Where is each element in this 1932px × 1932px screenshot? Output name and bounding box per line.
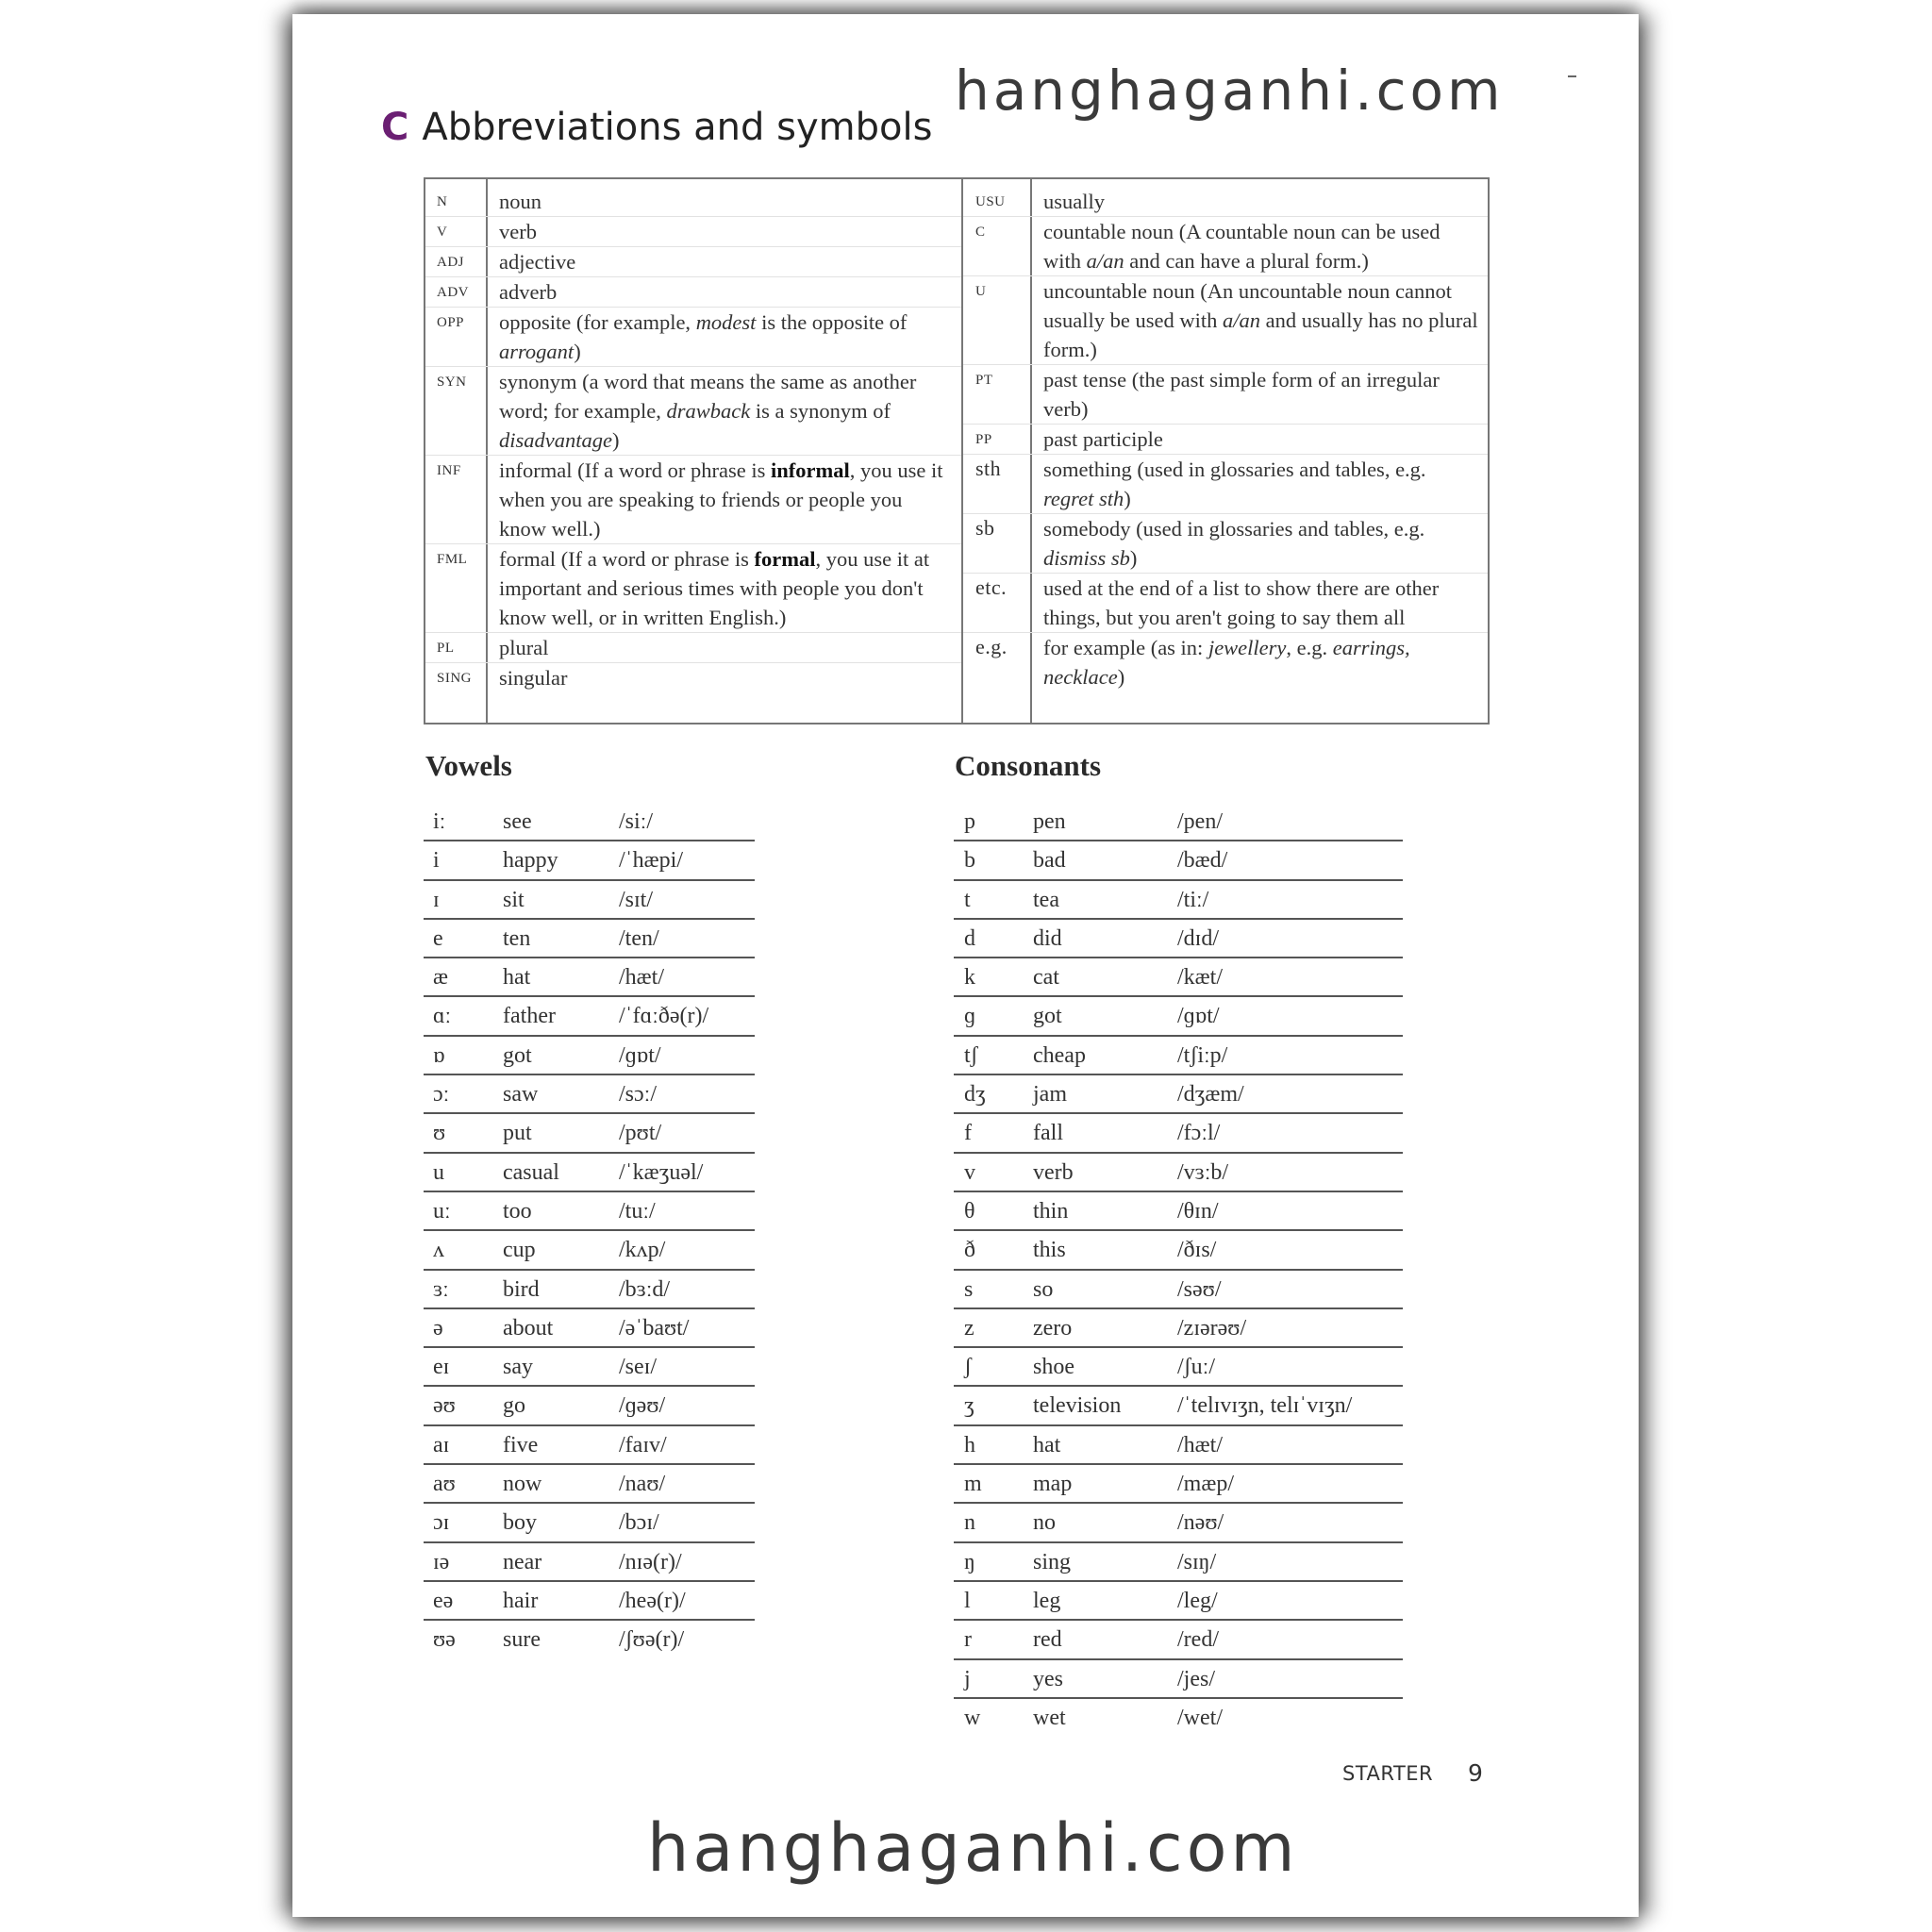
abbreviation-key: sth bbox=[975, 457, 1002, 480]
ipa-word: casual bbox=[503, 1159, 559, 1185]
ipa-ipa: /əˈbaʊt/ bbox=[619, 1315, 690, 1341]
ipa-word: tea bbox=[1033, 887, 1059, 912]
ipa-word: near bbox=[503, 1549, 542, 1574]
ipa-symbol: ɑː bbox=[433, 1004, 452, 1029]
ipa-word: see bbox=[503, 809, 532, 834]
ipa-row bbox=[424, 1621, 755, 1659]
ipa-row bbox=[954, 1154, 1403, 1192]
abbreviation-row bbox=[425, 277, 961, 308]
ipa-row bbox=[424, 881, 755, 920]
ipa-ipa: /θɪn/ bbox=[1177, 1198, 1219, 1224]
ipa-symbol: b bbox=[964, 848, 975, 874]
ipa-ipa: /nɪə(r)/ bbox=[619, 1549, 682, 1574]
ipa-word: put bbox=[503, 1121, 532, 1146]
ipa-word: bird bbox=[503, 1276, 540, 1302]
ipa-ipa: /ten/ bbox=[619, 925, 659, 951]
abbreviation-key: FML bbox=[437, 552, 468, 567]
ipa-word: map bbox=[1033, 1472, 1073, 1497]
ipa-word: verb bbox=[1033, 1159, 1074, 1185]
ipa-word: father bbox=[503, 1004, 556, 1029]
ipa-symbol: ɪ bbox=[433, 887, 440, 912]
ipa-row bbox=[954, 958, 1403, 997]
abbreviations-right-rows bbox=[963, 187, 1488, 691]
abbreviation-row bbox=[963, 425, 1488, 455]
abbreviation-definition: countable noun (A countable noun can be used with a/an and can have a plural form.) bbox=[1043, 220, 1441, 273]
ipa-symbol: uː bbox=[433, 1198, 451, 1224]
ipa-word: bad bbox=[1033, 848, 1066, 874]
ipa-ipa: /bæd/ bbox=[1177, 848, 1228, 874]
abbreviation-key: U bbox=[975, 284, 987, 299]
abbreviation-row bbox=[425, 663, 961, 692]
abbreviation-key: SING bbox=[437, 671, 473, 686]
ipa-row bbox=[954, 1114, 1403, 1153]
ipa-word: ten bbox=[503, 925, 531, 951]
ipa-row bbox=[954, 1192, 1403, 1231]
ipa-symbol: ɜː bbox=[433, 1276, 449, 1302]
ipa-row bbox=[954, 1387, 1403, 1425]
ipa-row bbox=[954, 1426, 1403, 1465]
ipa-symbol: r bbox=[964, 1627, 972, 1653]
ipa-ipa: /jes/ bbox=[1177, 1666, 1215, 1691]
ipa-word: hair bbox=[503, 1588, 539, 1613]
section-letter: C bbox=[381, 106, 409, 149]
abbreviation-key: USU bbox=[975, 194, 1006, 209]
ipa-row bbox=[424, 1309, 755, 1348]
ipa-word: jam bbox=[1033, 1082, 1067, 1108]
ipa-ipa: /ɡɒt/ bbox=[1177, 1004, 1220, 1029]
ipa-row bbox=[424, 920, 755, 958]
ipa-ipa: /fɔːl/ bbox=[1177, 1121, 1221, 1146]
ipa-row bbox=[954, 1660, 1403, 1699]
abbreviation-row bbox=[963, 276, 1488, 365]
abbreviation-definition: past participle bbox=[1043, 427, 1163, 451]
abbreviation-row bbox=[963, 217, 1488, 276]
abbreviation-row bbox=[425, 308, 961, 367]
ipa-symbol: d bbox=[964, 925, 975, 951]
ipa-word: pen bbox=[1033, 809, 1066, 834]
ipa-row bbox=[954, 1075, 1403, 1114]
ipa-ipa: /ˈfɑːðə(r)/ bbox=[619, 1004, 709, 1029]
ipa-row bbox=[424, 1114, 755, 1153]
footer-unit-label: STARTER bbox=[1342, 1762, 1434, 1785]
ipa-ipa: /ʃʊə(r)/ bbox=[619, 1627, 685, 1653]
vowels-heading: Vowels bbox=[425, 749, 512, 782]
ipa-word: got bbox=[503, 1042, 532, 1068]
ipa-symbol: ɒ bbox=[433, 1042, 445, 1068]
abbreviation-key: OPP bbox=[437, 315, 465, 330]
abbreviations-left-column bbox=[425, 179, 963, 723]
abbreviation-row bbox=[963, 574, 1488, 633]
ipa-ipa: /bɔɪ/ bbox=[619, 1510, 659, 1536]
ipa-ipa: /naʊ/ bbox=[619, 1472, 666, 1497]
abbreviation-definition: synonym (a word that means the same as another word; for example, drawback is a synonym of disadvantage) bbox=[499, 370, 917, 452]
abbreviation-key: ADV bbox=[437, 285, 469, 300]
ipa-ipa: /mæp/ bbox=[1177, 1472, 1235, 1497]
ipa-ipa: /ˈkæʒuəl/ bbox=[619, 1159, 704, 1185]
ipa-row bbox=[954, 1348, 1403, 1387]
ipa-word: hat bbox=[503, 965, 531, 991]
abbreviation-key: V bbox=[437, 225, 448, 240]
ipa-symbol: p bbox=[964, 809, 975, 834]
ipa-symbol: f bbox=[964, 1121, 972, 1146]
ipa-word: say bbox=[503, 1355, 533, 1380]
ipa-word: now bbox=[503, 1472, 542, 1497]
ipa-ipa: /ɡɒt/ bbox=[619, 1042, 661, 1068]
ipa-word: hat bbox=[1033, 1432, 1061, 1457]
ipa-ipa: /tuː/ bbox=[619, 1198, 656, 1224]
ipa-symbol: ʊə bbox=[433, 1627, 456, 1653]
abbreviation-row bbox=[963, 633, 1488, 691]
ipa-symbol: ʒ bbox=[964, 1393, 974, 1419]
ipa-ipa: /ˈtelɪvɪʒn, telɪˈvɪʒn/ bbox=[1177, 1393, 1353, 1419]
ipa-symbol: ð bbox=[964, 1238, 975, 1263]
abbreviation-key: etc. bbox=[975, 575, 1008, 599]
ipa-ipa: /leg/ bbox=[1177, 1588, 1218, 1613]
ipa-ipa: /faɪv/ bbox=[619, 1432, 667, 1457]
ipa-word: thin bbox=[1033, 1198, 1069, 1224]
ipa-row bbox=[424, 1504, 755, 1542]
section-title bbox=[381, 106, 932, 149]
ipa-symbol: aɪ bbox=[433, 1432, 450, 1457]
abbreviation-row bbox=[963, 455, 1488, 514]
ipa-row bbox=[954, 1582, 1403, 1621]
ipa-ipa: /ðɪs/ bbox=[1177, 1238, 1217, 1263]
abbreviation-row bbox=[425, 456, 961, 544]
ipa-word: did bbox=[1033, 925, 1062, 951]
ipa-row bbox=[424, 1037, 755, 1075]
ipa-row bbox=[954, 1543, 1403, 1582]
ipa-ipa: /tʃiːp/ bbox=[1177, 1042, 1228, 1068]
ipa-row bbox=[424, 958, 755, 997]
ipa-symbol: u bbox=[433, 1159, 444, 1185]
abbreviation-row bbox=[425, 217, 961, 247]
ipa-ipa: /sɪŋ/ bbox=[1177, 1549, 1217, 1574]
ipa-row bbox=[424, 1192, 755, 1231]
vowels-list bbox=[424, 803, 755, 1660]
ipa-row bbox=[424, 997, 755, 1036]
ipa-word: go bbox=[503, 1393, 525, 1419]
abbreviation-definition: usually bbox=[1043, 190, 1105, 213]
ipa-row bbox=[424, 1154, 755, 1192]
abbreviation-key: ADJ bbox=[437, 255, 465, 270]
consonants-list bbox=[954, 803, 1403, 1738]
ipa-symbol: z bbox=[964, 1315, 974, 1341]
ipa-word: cup bbox=[503, 1238, 536, 1263]
ipa-symbol: k bbox=[964, 965, 975, 991]
ipa-word: wet bbox=[1033, 1705, 1066, 1730]
abbreviation-key: N bbox=[437, 194, 448, 209]
ipa-symbol: e bbox=[433, 925, 443, 951]
ipa-row bbox=[424, 1582, 755, 1621]
abbreviation-key: INF bbox=[437, 463, 461, 478]
abbreviation-key: sb bbox=[975, 516, 995, 540]
ipa-ipa: /wet/ bbox=[1177, 1705, 1223, 1730]
abbreviation-definition: singular bbox=[499, 666, 568, 690]
watermark-top: hanghaganhi.com bbox=[955, 58, 1505, 123]
ipa-word: boy bbox=[503, 1510, 537, 1536]
abbreviation-row bbox=[963, 514, 1488, 574]
ipa-symbol: aʊ bbox=[433, 1472, 456, 1497]
ipa-symbol: i bbox=[433, 848, 440, 874]
ipa-ipa: /dʒæm/ bbox=[1177, 1082, 1244, 1108]
abbreviation-definition: used at the end of a list to show there are other things, but you aren't going to say them all bbox=[1043, 576, 1440, 629]
abbreviation-definition: for example (as in: jewellery, e.g. earrings, necklace) bbox=[1043, 636, 1410, 689]
consonants-heading: Consonants bbox=[955, 749, 1102, 782]
ipa-symbol: ə bbox=[433, 1315, 443, 1341]
ipa-ipa: /ɡəʊ/ bbox=[619, 1393, 666, 1419]
abbreviation-definition: opposite (for example, modest is the opposite of arrogant) bbox=[499, 310, 908, 363]
ipa-row bbox=[954, 1699, 1403, 1738]
ipa-row bbox=[954, 1309, 1403, 1348]
ipa-word: got bbox=[1033, 1004, 1062, 1029]
page-number: 9 bbox=[1468, 1759, 1483, 1787]
ipa-row bbox=[424, 841, 755, 880]
abbreviation-row bbox=[963, 187, 1488, 217]
ipa-word: television bbox=[1033, 1393, 1122, 1419]
abbreviation-key: e.g. bbox=[975, 635, 1008, 658]
ipa-symbol: s bbox=[964, 1276, 974, 1302]
abbreviation-key: PL bbox=[437, 641, 455, 656]
ipa-ipa: /bɜːd/ bbox=[619, 1276, 671, 1302]
ipa-word: leg bbox=[1033, 1588, 1061, 1613]
ipa-symbol: t bbox=[964, 887, 971, 912]
ipa-word: zero bbox=[1033, 1315, 1073, 1341]
ipa-word: sing bbox=[1033, 1549, 1072, 1574]
ipa-row bbox=[954, 1231, 1403, 1270]
abbreviation-definition: noun bbox=[499, 190, 541, 213]
ipa-ipa: /hæt/ bbox=[619, 965, 665, 991]
abbreviation-key: PT bbox=[975, 373, 993, 388]
ipa-row bbox=[424, 1543, 755, 1582]
abbreviation-row bbox=[425, 633, 961, 663]
ipa-row bbox=[954, 803, 1403, 841]
ipa-symbol: ɪə bbox=[433, 1549, 450, 1574]
abbreviation-key: C bbox=[975, 225, 986, 240]
ipa-word: no bbox=[1033, 1510, 1056, 1536]
ipa-row bbox=[424, 1465, 755, 1504]
abbreviation-definition: informal (If a word or phrase is informal, you use it when you are speaking to friends or people you know well.) bbox=[499, 458, 943, 541]
abbreviations-right-column bbox=[963, 179, 1488, 723]
ipa-ipa: /sɔː/ bbox=[619, 1082, 657, 1108]
abbreviations-table bbox=[424, 177, 1490, 724]
ipa-word: cat bbox=[1033, 965, 1059, 991]
ipa-ipa: /vɜːb/ bbox=[1177, 1159, 1229, 1185]
ipa-word: happy bbox=[503, 848, 558, 874]
ipa-word: too bbox=[503, 1198, 532, 1224]
ipa-word: fall bbox=[1033, 1121, 1063, 1146]
ipa-symbol: h bbox=[964, 1432, 975, 1457]
ipa-word: this bbox=[1033, 1238, 1066, 1263]
ipa-row bbox=[954, 920, 1403, 958]
ipa-ipa: /zɪərəʊ/ bbox=[1177, 1315, 1247, 1341]
abbreviation-definition: uncountable noun (An uncountable noun cannot usually be used with a/an and usually has no plural form.) bbox=[1043, 279, 1478, 361]
ipa-word: sit bbox=[503, 887, 525, 912]
abbreviation-definition: past tense (the past simple form of an irregular verb) bbox=[1043, 368, 1440, 421]
ipa-symbol: ɔː bbox=[433, 1082, 450, 1108]
ipa-word: cheap bbox=[1033, 1042, 1086, 1068]
abbreviation-definition: something (used in glossaries and tables, e.g. regret sth) bbox=[1043, 458, 1426, 510]
ipa-row bbox=[424, 1387, 755, 1425]
abbreviation-definition: adverb bbox=[499, 280, 558, 304]
ipa-symbol: əʊ bbox=[433, 1393, 456, 1419]
ipa-word: so bbox=[1033, 1276, 1054, 1302]
ipa-row bbox=[954, 1465, 1403, 1504]
ipa-ipa: /səʊ/ bbox=[1177, 1276, 1222, 1302]
ipa-row bbox=[954, 1504, 1403, 1542]
ipa-row bbox=[954, 841, 1403, 880]
section-title-text: Abbreviations and symbols bbox=[422, 106, 933, 149]
ipa-word: shoe bbox=[1033, 1355, 1074, 1380]
abbreviation-definition: adjective bbox=[499, 250, 576, 274]
ipa-word: sure bbox=[503, 1627, 541, 1653]
ipa-ipa: /nəʊ/ bbox=[1177, 1510, 1224, 1536]
ipa-symbol: æ bbox=[433, 965, 449, 991]
ipa-symbol: ɔɪ bbox=[433, 1510, 450, 1536]
ipa-symbol: tʃ bbox=[964, 1042, 978, 1068]
ipa-symbol: w bbox=[964, 1705, 981, 1730]
ipa-row bbox=[424, 1348, 755, 1387]
abbreviation-row bbox=[963, 365, 1488, 425]
abbreviation-row bbox=[425, 544, 961, 633]
abbreviation-row bbox=[425, 367, 961, 456]
ipa-symbol: m bbox=[964, 1472, 982, 1497]
ipa-symbol: iː bbox=[433, 809, 446, 834]
ipa-symbol: ɡ bbox=[964, 1004, 975, 1029]
ipa-ipa: /hæt/ bbox=[1177, 1432, 1224, 1457]
abbreviation-key: PP bbox=[975, 432, 992, 447]
abbreviation-key: SYN bbox=[437, 375, 467, 390]
ipa-symbol: ʌ bbox=[433, 1238, 444, 1263]
ipa-row bbox=[954, 1037, 1403, 1075]
ipa-ipa: /sɪt/ bbox=[619, 887, 654, 912]
ipa-ipa: /kʌp/ bbox=[619, 1238, 666, 1263]
ipa-ipa: /dɪd/ bbox=[1177, 925, 1220, 951]
ipa-row bbox=[954, 997, 1403, 1036]
ipa-word: yes bbox=[1033, 1666, 1063, 1691]
watermark-bottom: hanghaganhi.com bbox=[647, 1809, 1299, 1887]
abbreviation-definition: plural bbox=[499, 636, 549, 659]
ipa-ipa: /seɪ/ bbox=[619, 1355, 657, 1380]
abbreviation-definition: verb bbox=[499, 220, 537, 243]
ipa-symbol: ʃ bbox=[964, 1355, 972, 1380]
abbreviation-row bbox=[425, 247, 961, 277]
ipa-symbol: eə bbox=[433, 1588, 454, 1613]
ipa-row bbox=[954, 1621, 1403, 1659]
ipa-symbol: l bbox=[964, 1588, 971, 1613]
ipa-ipa: /heə(r)/ bbox=[619, 1588, 686, 1613]
ipa-word: red bbox=[1033, 1627, 1062, 1653]
ipa-row bbox=[424, 1231, 755, 1270]
ipa-row bbox=[954, 1271, 1403, 1309]
abbreviation-definition: somebody (used in glossaries and tables, e.g. dismiss sb) bbox=[1043, 517, 1425, 570]
ipa-row bbox=[424, 803, 755, 841]
ipa-ipa: /pen/ bbox=[1177, 809, 1223, 834]
ipa-row bbox=[424, 1426, 755, 1465]
ipa-row bbox=[424, 1271, 755, 1309]
ipa-ipa: /tiː/ bbox=[1177, 887, 1209, 912]
ipa-word: saw bbox=[503, 1082, 539, 1108]
ipa-symbol: n bbox=[964, 1510, 975, 1536]
ipa-row bbox=[954, 881, 1403, 920]
ipa-symbol: ʊ bbox=[433, 1121, 446, 1146]
abbreviations-left-rows bbox=[425, 187, 961, 692]
ipa-symbol: v bbox=[964, 1159, 975, 1185]
ipa-symbol: ŋ bbox=[964, 1549, 975, 1574]
ipa-ipa: /ˈhæpi/ bbox=[619, 848, 684, 874]
ipa-ipa: /siː/ bbox=[619, 809, 654, 834]
abbreviation-definition: formal (If a word or phrase is formal, you use it at important and serious times with people you don't know well, or in written English.) bbox=[499, 547, 930, 629]
ipa-word: about bbox=[503, 1315, 554, 1341]
ipa-row bbox=[424, 1075, 755, 1114]
ipa-symbol: eɪ bbox=[433, 1355, 450, 1380]
corner-mark bbox=[1568, 75, 1576, 77]
abbreviation-row bbox=[425, 187, 961, 217]
ipa-symbol: j bbox=[964, 1666, 971, 1691]
ipa-ipa: /red/ bbox=[1177, 1627, 1219, 1653]
ipa-ipa: /kæt/ bbox=[1177, 965, 1224, 991]
ipa-symbol: dʒ bbox=[964, 1082, 986, 1108]
ipa-ipa: /ʃuː/ bbox=[1177, 1355, 1215, 1380]
ipa-ipa: /pʊt/ bbox=[619, 1121, 662, 1146]
ipa-symbol: θ bbox=[964, 1198, 975, 1224]
ipa-word: five bbox=[503, 1432, 539, 1457]
